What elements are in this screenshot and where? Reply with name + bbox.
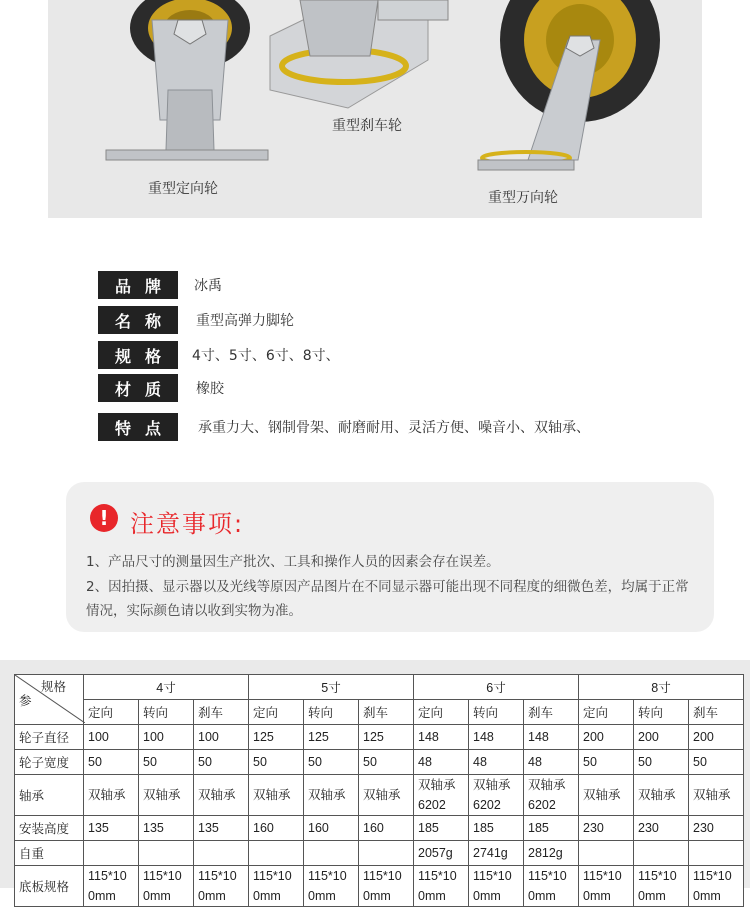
table-cell: 双轴承 [84, 775, 139, 816]
table-cell: 230 [579, 816, 634, 841]
table-cell: 双轴承 [689, 775, 744, 816]
table-cell: 50 [689, 750, 744, 775]
table-cell: 185 [414, 816, 469, 841]
table-cell: 双轴承 [249, 775, 304, 816]
row-label: 轮子宽度 [15, 750, 84, 775]
table-cell: 双轴承 [139, 775, 194, 816]
notice-title: 注意事项: [130, 510, 245, 538]
table-cell: 双轴承 [359, 775, 414, 816]
table-row [15, 866, 744, 907]
row-label: 轴承 [15, 775, 84, 816]
table-cell [689, 841, 744, 866]
table-cell: 230 [689, 816, 744, 841]
table-cell: 200 [579, 725, 634, 750]
spec-table [14, 674, 744, 907]
subheader-cell: 定向 [579, 700, 634, 725]
table-cell: 160 [249, 816, 304, 841]
table-cell: 125 [304, 725, 359, 750]
subheader-cell: 刹车 [194, 700, 249, 725]
corner-label-top: 规格 [41, 680, 67, 694]
table-cell: 148 [469, 725, 524, 750]
table-cell: 135 [139, 816, 194, 841]
subheader-cell: 定向 [84, 700, 139, 725]
row-label: 安装高度 [15, 816, 84, 841]
table-cell: 115*10 0mm [414, 866, 469, 907]
table-cell: 2741g [469, 841, 524, 866]
table-cell [359, 841, 414, 866]
notice-line-2: 2、因拍摄、显示器以及光线等原因产品图片在不同显示器可能出现不同程度的细微色差，均属于正常 [86, 579, 689, 595]
table-cell [304, 841, 359, 866]
spec-key: 材质 [98, 374, 178, 402]
corner-label-bottom: 参 [19, 694, 32, 708]
swivel-caster-image [478, 0, 660, 170]
table-cell: 200 [689, 725, 744, 750]
table-cell: 160 [359, 816, 414, 841]
table-cell: 115*10 0mm [84, 866, 139, 907]
table-cell: 100 [139, 725, 194, 750]
table-cell: 50 [304, 750, 359, 775]
table-header-subtypes [15, 700, 744, 725]
spec-key: 规格 [98, 341, 178, 369]
table-cell: 双轴承 6202 [469, 775, 524, 816]
table-cell: 双轴承 [304, 775, 359, 816]
table-cell: 48 [524, 750, 579, 775]
table-cell: 48 [469, 750, 524, 775]
product-photo-panel [48, 0, 702, 218]
table-cell: 115*10 0mm [139, 866, 194, 907]
table-cell [139, 841, 194, 866]
table-cell: 185 [524, 816, 579, 841]
notice-line-1: 1、产品尺寸的测量因生产批次、工具和操作人员的因素会存在误差。 [86, 554, 500, 570]
group-header: 4寸 [84, 675, 249, 700]
table-cell [84, 841, 139, 866]
spec-row-brand [98, 271, 222, 299]
table-cell [249, 841, 304, 866]
subheader-cell: 定向 [414, 700, 469, 725]
spec-row-name [98, 306, 294, 334]
table-cell: 115*10 0mm [579, 866, 634, 907]
subheader-cell: 刹车 [524, 700, 579, 725]
table-cell: 115*10 0mm [249, 866, 304, 907]
notice-box [66, 482, 714, 632]
table-cell: 115*10 0mm [304, 866, 359, 907]
product-label-swivel: 重型万向轮 [488, 190, 558, 206]
table-cell: 115*10 0mm [359, 866, 414, 907]
spec-row-features [98, 413, 590, 441]
table-row [15, 816, 744, 841]
spec-row-material [98, 374, 224, 402]
spec-value: 承重力大、钢制骨架、耐磨耐用、灵活方便、噪音小、双轴承、 [198, 420, 590, 436]
spec-value: 橡胶 [196, 381, 224, 397]
subheader-cell: 刹车 [689, 700, 744, 725]
table-cell: 双轴承 6202 [414, 775, 469, 816]
spec-value: 重型高弹力脚轮 [196, 313, 294, 329]
table-cell: 50 [194, 750, 249, 775]
table-cell: 100 [84, 725, 139, 750]
spec-value: 4寸、5寸、6寸、8寸、 [192, 348, 340, 364]
table-cell: 148 [524, 725, 579, 750]
group-header: 6寸 [414, 675, 579, 700]
table-cell: 50 [634, 750, 689, 775]
table-cell: 50 [249, 750, 304, 775]
table-cell: 50 [84, 750, 139, 775]
table-cell: 125 [359, 725, 414, 750]
table-cell: 双轴承 [634, 775, 689, 816]
spec-key: 特点 [98, 413, 178, 441]
product-photos [48, 0, 702, 218]
spec-key: 品牌 [98, 271, 178, 299]
table-cell: 200 [634, 725, 689, 750]
brake-caster-image [270, 0, 448, 108]
row-label: 自重 [15, 841, 84, 866]
warning-icon: ! [90, 504, 118, 532]
table-cell: 50 [359, 750, 414, 775]
table-cell: 115*10 0mm [194, 866, 249, 907]
table-cell: 50 [579, 750, 634, 775]
group-header: 8寸 [579, 675, 744, 700]
row-label: 底板规格 [15, 866, 84, 907]
table-cell: 160 [304, 816, 359, 841]
spec-key: 名称 [98, 306, 178, 334]
group-header: 5寸 [249, 675, 414, 700]
table-cell [634, 841, 689, 866]
table-body [15, 725, 744, 907]
subheader-cell: 刹车 [359, 700, 414, 725]
table-cell: 双轴承 6202 [524, 775, 579, 816]
table-cell: 100 [194, 725, 249, 750]
table-cell: 50 [139, 750, 194, 775]
table-cell: 115*10 0mm [634, 866, 689, 907]
table-cell: 135 [194, 816, 249, 841]
table-cell: 125 [249, 725, 304, 750]
table-cell: 135 [84, 816, 139, 841]
fixed-caster-image [106, 0, 268, 160]
subheader-cell: 转向 [634, 700, 689, 725]
table-cell: 148 [414, 725, 469, 750]
table-header-groups [15, 675, 744, 700]
table-cell: 115*10 0mm [469, 866, 524, 907]
table-cell: 2812g [524, 841, 579, 866]
table-row [15, 725, 744, 750]
table-corner-cell [15, 675, 84, 725]
subheader-cell: 定向 [249, 700, 304, 725]
spec-value: 冰禹 [194, 278, 222, 294]
table-row [15, 775, 744, 816]
subheader-cell: 转向 [139, 700, 194, 725]
table-cell: 115*10 0mm [524, 866, 579, 907]
table-cell [194, 841, 249, 866]
notice-line-3: 情况，实际颜色请以收到实物为准。 [86, 603, 302, 619]
row-label: 轮子直径 [15, 725, 84, 750]
subheader-cell: 转向 [469, 700, 524, 725]
product-label-fixed: 重型定向轮 [148, 181, 218, 197]
table-cell: 48 [414, 750, 469, 775]
table-cell: 2057g [414, 841, 469, 866]
product-label-brake: 重型刹车轮 [332, 118, 402, 134]
table-cell: 双轴承 [194, 775, 249, 816]
table-row [15, 841, 744, 866]
table-cell: 230 [634, 816, 689, 841]
table-cell [579, 841, 634, 866]
spec-row-size [98, 341, 340, 369]
subheader-cell: 转向 [304, 700, 359, 725]
table-cell: 185 [469, 816, 524, 841]
table-row [15, 750, 744, 775]
table-cell: 115*10 0mm [689, 866, 744, 907]
table-cell: 双轴承 [579, 775, 634, 816]
